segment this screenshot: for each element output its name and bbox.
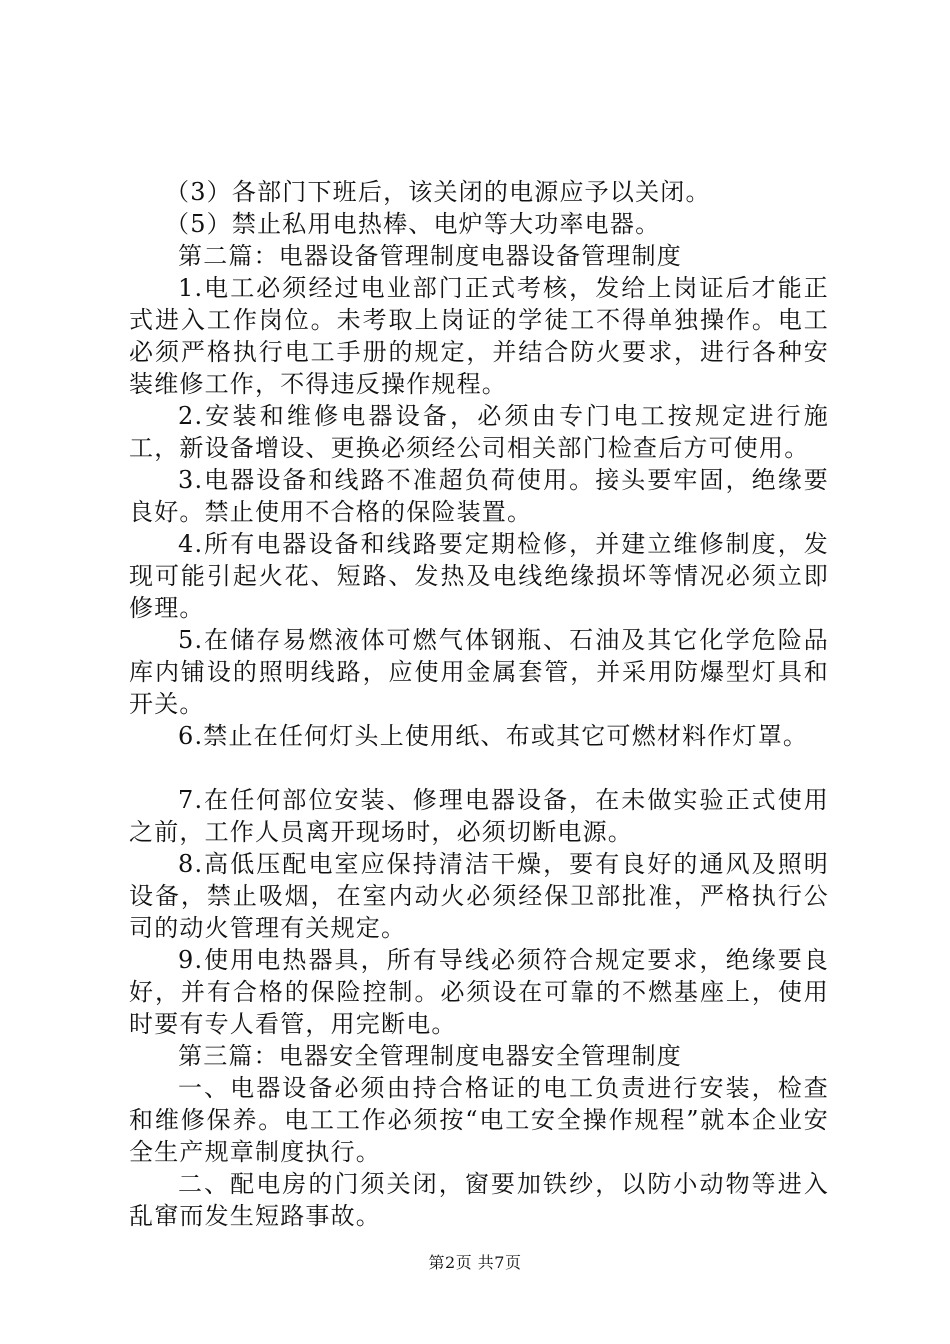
safety-rule-1: 一、电器设备必须由持合格证的电工负责进行安装，检查和维修保养。电工工作必须按“电工安全操作规程”就本企业安全生产规章制度执行。 bbox=[129, 1074, 829, 1166]
rule-8: 8.高低压配电室应保持清洁干燥，要有良好的通风及照明设备，禁止吸烟，在室内动火必须经保卫部批准，严格执行公司的动火管理有关规定。 bbox=[129, 850, 829, 942]
section-heading-part-3: 第三篇：电器安全管理制度电器安全管理制度 bbox=[178, 1042, 682, 1070]
safety-rule-2: 二、配电房的门须关闭，窗要加铁纱，以防小动物等进入乱窜而发生短路事故。 bbox=[129, 1170, 829, 1230]
rule-9: 9.使用电热器具，所有导线必须符合规定要求，绝缘要良好，并有合格的保险控制。必须设在可靠的不燃基座上，使用时要有专人看管，用完断电。 bbox=[129, 946, 829, 1038]
paragraph-item-5: （5）禁止私用电热棒、电炉等大功率电器。 bbox=[165, 210, 661, 238]
paragraph-item-3: （3）各部门下班后，该关闭的电源应予以关闭。 bbox=[165, 178, 711, 206]
rule-2: 2.安装和维修电器设备，必须由专门电工按规定进行施工，新设备增设、更换必须经公司相关部门检查后方可使用。 bbox=[129, 402, 829, 462]
rule-7: 7.在任何部位安装、修理电器设备，在未做实验正式使用之前，工作人员离开现场时，必须切断电源。 bbox=[129, 786, 829, 846]
page-number-footer: 第2页 共7页 bbox=[428, 1253, 522, 1272]
rule-6: 6.禁止在任何灯头上使用纸、布或其它可燃材料作灯罩。 bbox=[178, 722, 809, 750]
rule-5: 5.在储存易燃液体可燃气体钢瓶、石油及其它化学危险品库内铺设的照明线路，应使用金属套管，并采用防爆型灯具和开关。 bbox=[129, 626, 829, 718]
rule-1: 1.电工必须经过电业部门正式考核，发给上岗证后才能正式进入工作岗位。未考取上岗证的学徒工不得单独操作。电工必须严格执行电工手册的规定，并结合防火要求，进行各种安装维修工作，不得违反操作规程。 bbox=[129, 274, 829, 398]
document-body bbox=[129, 176, 829, 1232]
rule-4: 4.所有电器设备和线路要定期检修，并建立维修制度，发现可能引起火花、短路、发热及电线绝缘损坏等情况必须立即修理。 bbox=[129, 530, 829, 622]
blank-line bbox=[129, 752, 829, 784]
section-heading-part-2: 第二篇：电器设备管理制度电器设备管理制度 bbox=[178, 242, 682, 270]
rule-3: 3.电器设备和线路不准超负荷使用。接头要牢固，绝缘要良好。禁止使用不合格的保险装置。 bbox=[129, 466, 829, 526]
